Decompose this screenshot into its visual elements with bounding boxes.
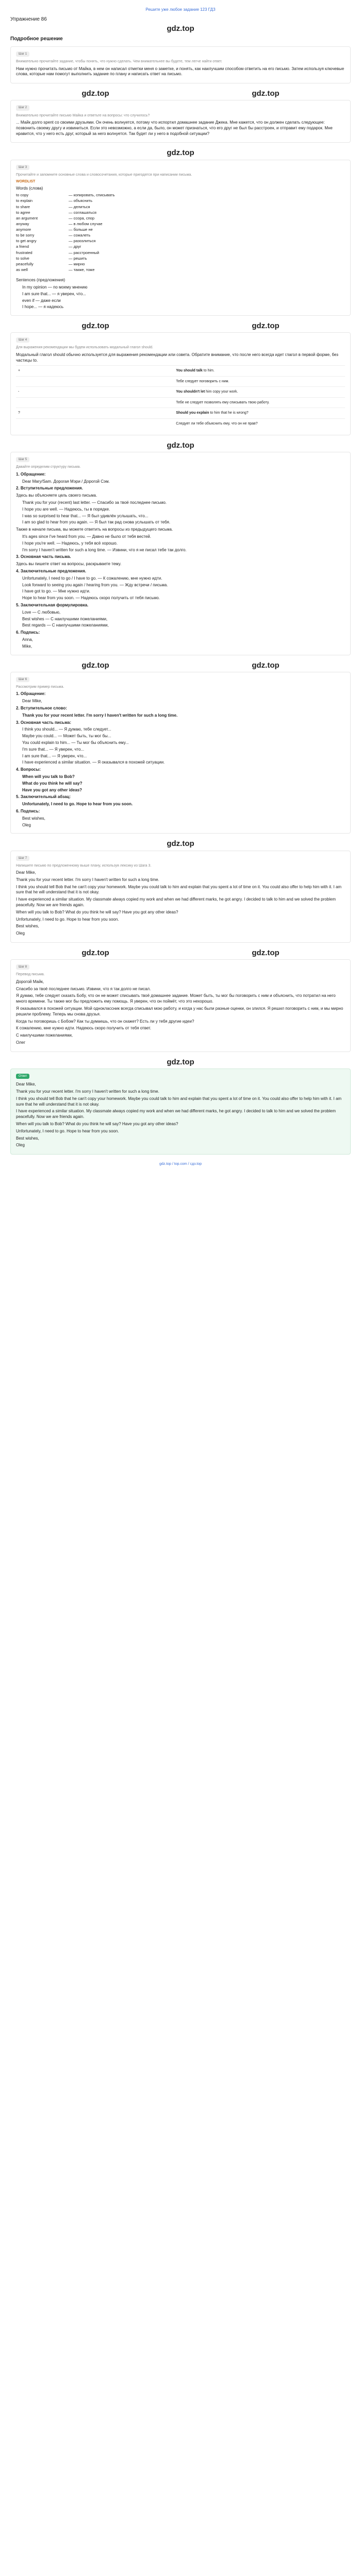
watermark: gdz.top: [252, 948, 280, 958]
step-badge: Шаг 1: [16, 52, 29, 57]
letter-paragraph: Best wishes,: [16, 924, 39, 929]
word-row: [16, 210, 345, 215]
word-ru: — объяснить: [69, 198, 92, 204]
word-ru: — в любом случае: [69, 221, 103, 226]
word-ru: — копировать, списывать: [69, 193, 115, 198]
section-heading: 5. Заключительная формулировка.: [16, 603, 89, 608]
word-row: [16, 233, 345, 238]
word-en: to be sorry: [16, 233, 35, 238]
sentences-list: [16, 285, 345, 310]
sign-line: Best wishes,: [22, 816, 45, 821]
list-item: I have got to go. — Мне нужно идти.: [22, 589, 91, 594]
word-row: [16, 256, 345, 261]
word-ru: — соглашаться: [69, 210, 96, 215]
word-en: to copy: [16, 193, 29, 198]
letter-translation: [16, 979, 345, 1046]
word-en: anyway: [16, 221, 29, 226]
step-8: [10, 959, 351, 1052]
table-row: [16, 408, 345, 418]
letter-paragraph: When will you talk to Bob? What do you think he will say? Have you got any other ideas?: [16, 909, 178, 914]
list-item: Maybe you could... — Может быть, ты мог бы...: [22, 734, 111, 739]
section-heading: 4. Вопросы:: [16, 767, 41, 772]
exercise-title: Упражнение 86: [10, 16, 47, 22]
section-heading: 5. Заключительный абзац:: [16, 794, 71, 800]
list-item: Anna,: [22, 637, 33, 642]
letter-paragraph: Dear Mike,: [16, 1082, 36, 1087]
list-item: When will you talk to Bob?: [22, 774, 75, 779]
list-item: I'm sure that... — Я уверен, что...: [22, 747, 85, 752]
word-row: [16, 205, 345, 210]
letter-paragraph: Я оказывался в похожей ситуации. Мой одноклассник всегда списывал мою работу, и когда у нас были разные оценки, он злился. Я решил поговорить с ним, и мы мирно решили проблему. Теперь мы снова друзья.: [16, 1006, 343, 1016]
word-row: [16, 227, 345, 232]
letter-paragraph: Дорогой Майк,: [16, 979, 44, 984]
letter-paragraph: I have experienced a similar situation. My classmate always copied my work and when we had different marks, he got angry. I decided to talk to him and we solved the problem peacefully. Now we are friends again.: [16, 897, 336, 908]
step-text: Модальный глагол should обычно используется для выражения рекомендации или совета. Обратите внимание, что после него всегда идет глагол в первой форме, без частицы to.: [16, 352, 338, 363]
sign-phrases: [16, 610, 345, 629]
section-heading: 3. Основная часть письма.: [16, 554, 71, 560]
step-hint: Внимательно прочитайте письмо Майка и ответьте на вопросы: что случилось?: [16, 113, 150, 117]
words-list: [16, 193, 345, 273]
section-text: Здесь вы пишете ответ на вопросы, раскрываете тему.: [16, 562, 122, 567]
closing-phrases: [16, 576, 345, 601]
list-item: Best regards — С наилучшими пожеланиями,: [22, 623, 109, 628]
section-heading: 2. Вступительные предложения.: [16, 486, 83, 491]
should-table: [16, 365, 345, 429]
letter-paragraph: Олег: [16, 1040, 26, 1045]
section-heading: 1. Обращение:: [16, 691, 46, 697]
intro-phrases: [16, 500, 345, 526]
step-6: [10, 672, 351, 834]
list-item: I am so glad to hear from you again. — Я был так рад снова услышать от тебя.: [22, 520, 171, 525]
word-en: to agree: [16, 210, 30, 215]
word-en: frustrated: [16, 250, 32, 255]
table-cell-sign: [16, 397, 174, 408]
list-item: I think you should... — Я думаю, тебе следует...: [22, 727, 111, 732]
example-rest: Следует ли тебе объяснить ему, что он не прав?: [176, 421, 258, 426]
list-item: Love — С любовью,: [22, 609, 61, 615]
watermark: gdz.top: [167, 24, 194, 33]
step-badge: Шаг 2: [16, 105, 29, 110]
step-badge: Шаг 8: [16, 964, 29, 970]
step-1: [10, 46, 351, 83]
table-cell-example: [174, 366, 345, 376]
promo-link[interactable]: Решите уже любое задание 123 ГДЗ: [145, 7, 216, 12]
word-en: to share: [16, 204, 30, 209]
sentences-title: Sentences (предложения): [16, 278, 65, 283]
step-hint: Давайте определим структуру письма.: [16, 465, 81, 469]
section-heading: 1. Обращение:: [16, 471, 46, 477]
watermark: gdz.top: [81, 89, 109, 98]
letter-paragraph: Unfortunately, I need to go. Hope to hear from you soon.: [16, 1128, 119, 1133]
answer-block: [10, 1069, 351, 1155]
greeting-line: Dear Mike,: [22, 699, 42, 704]
wordlist-label: WORDLIST: [16, 180, 36, 184]
greeting-line: Dear Mary/Sam. Дорогая Мэри / Дорогой Сэм.: [22, 479, 110, 484]
letter-paragraph: Спасибо за твоё последнее письмо. Извини, что я так долго не писал.: [16, 986, 151, 991]
table-cell-example: [174, 376, 345, 386]
table-cell-example: [174, 408, 345, 418]
table-cell-sign: +: [16, 366, 174, 376]
list-item: Look forward to seeing you again / hearing from you. — Жду встречи / письма.: [22, 582, 168, 587]
word-ru: — делиться: [69, 204, 90, 209]
table-cell-sign: ?: [16, 408, 174, 418]
table-row: [16, 397, 345, 408]
sentence-item: I hope... — я надеюсь: [22, 304, 64, 310]
sentence-item: I am sure that... — я уверен, что...: [22, 291, 86, 296]
body-phrases: [16, 727, 345, 766]
sentence-item: even if — даже если: [22, 298, 61, 303]
letter-text: [16, 870, 345, 937]
letter-paragraph: Я думаю, тебе следует сказать Бобу, что он не может списывать твоё домашнее задание. Может быть, ты мог бы поговорить с ним и объяснить, что потратил на него много времени. Ты также мог бы предложить ему помощь. Я уверен, что он поймёт, что это нехорошо.: [16, 993, 336, 1004]
table-cell-sign: -: [16, 387, 174, 397]
letter-paragraph: Oleg: [16, 1143, 25, 1148]
letter-paragraph: I think you should tell Bob that he can't copy your homework. Maybe you could talk to him and explain that you spent a lot of time on it. You could also offer to help him with it. I am sure that he will understand that it is not okay.: [16, 884, 342, 895]
step-2: [10, 100, 351, 143]
word-row: [16, 239, 345, 244]
letter-paragraph: I have experienced a similar situation. My classmate always copied my work and when we had different marks, he got angry. I decided to talk to him and we solved the problem peacefully. Now we are friends again.: [16, 1109, 336, 1120]
example-rest: Тебе не следует позволять ему списывать твою работу.: [176, 400, 270, 404]
word-ru: — друг: [69, 244, 81, 249]
word-en: to solve: [16, 256, 29, 261]
word-ru: — ссора, спор: [69, 215, 95, 221]
table-cell-sign: [16, 376, 174, 386]
table-row: [16, 366, 345, 376]
word-en: a friend: [16, 244, 29, 249]
list-item: I have experienced a similar situation. — Я оказывался в похожей ситуации.: [22, 760, 165, 765]
sentence-item: In my opinion — по моему мнению: [22, 284, 88, 290]
word-en: an argument: [16, 215, 38, 221]
word-row: [16, 216, 345, 221]
word-row: [16, 267, 345, 273]
word-en: anymore: [16, 227, 31, 232]
word-row: [16, 222, 345, 227]
closing-line: Unfortunately, I need to go. Hope to hear from you soon.: [22, 802, 133, 807]
list-item: What do you think he will say?: [22, 781, 83, 786]
word-row: [16, 198, 345, 204]
step-badge: Шаг 3: [16, 165, 29, 170]
table-cell-example: [174, 387, 345, 397]
table-row: [16, 376, 345, 386]
list-item: Hope to hear from you soon. — Надеюсь скоро получить от тебя письмо.: [22, 596, 160, 601]
page: [10, 0, 351, 1177]
list-item: I am sure that... — Я уверен, что...: [22, 753, 87, 758]
letter-paragraph: Oleg: [16, 931, 25, 936]
list-item: I was so surprised to hear that... — Я был удивлён услышать, что...: [22, 513, 149, 518]
word-en: peacefully: [16, 261, 34, 266]
watermark: gdz.top: [167, 441, 194, 450]
table-row: [16, 418, 345, 429]
question-list: [16, 774, 345, 793]
step-hint: Перевод письма.: [16, 973, 45, 977]
section-heading: 3. Основная часть письма:: [16, 720, 72, 725]
letter-paragraph: When will you talk to Bob? What do you think he will say? Have you got any other ideas?: [16, 1121, 178, 1126]
intro-line: Thank you for your recent letter. I'm sorry I haven't written for such a long time.: [22, 713, 178, 718]
words-title: Words (слова): [16, 185, 43, 191]
table-cell-example: [174, 397, 345, 408]
word-ru: — разозлиться: [69, 239, 96, 244]
example-rest: him copy your work.: [205, 390, 238, 394]
list-item: I hope you are well. — Надеюсь, ты в порядке.: [22, 506, 110, 512]
letter-paragraph: Dear Mike,: [16, 870, 36, 875]
extra-phrases: [16, 534, 345, 553]
word-ru: — расстроенный: [69, 250, 100, 255]
word-en: to explain: [16, 198, 33, 204]
table-row: [16, 387, 345, 397]
list-item: I hope you're well. — Надеюсь, у тебя всё хорошо.: [22, 540, 118, 546]
example-rest: to him.: [202, 369, 215, 373]
watermark: gdz.top: [252, 89, 280, 98]
step-badge: Шаг 5: [16, 457, 29, 462]
step-badge: Шаг 7: [16, 856, 29, 861]
word-ru: — решить: [69, 256, 87, 261]
example-rest: to him that he is wrong?: [209, 411, 249, 415]
example-bold: You should talk: [176, 369, 203, 373]
step-badge: Шаг 6: [16, 677, 29, 682]
letter-paragraph: I think you should tell Bob that he can't copy your homework. Maybe you could talk to him and explain that you spent a lot of time on it. You could also offer to help him with it. I am sure that he will understand that it is not okay.: [16, 1096, 342, 1107]
word-ru: — сожалеть: [69, 233, 91, 238]
example-bold: You shouldn't let: [176, 390, 205, 394]
list-item: Mike,: [22, 643, 32, 649]
name-line: Oleg: [22, 822, 31, 827]
example-rest: Тебе следует поговорить с ним.: [176, 379, 229, 383]
section-heading: 2. Вступительное слово:: [16, 705, 67, 710]
signature-names: [16, 637, 345, 650]
letter-paragraph: Best wishes,: [16, 1136, 39, 1141]
watermark: gdz.top: [167, 148, 194, 158]
letter-paragraph: Thank you for your recent letter. I'm sorry I haven't written for such a long time.: [16, 877, 159, 882]
step-hint: Прочитайте и запомните основные слова и словосочетания, которые пригодятся при написании письма.: [16, 173, 192, 177]
letter-paragraph: Unfortunately, I need to go. Hope to hear from you soon.: [16, 917, 119, 922]
word-ru: — мирно: [69, 261, 85, 266]
section-heading: 4. Заключительные предложения.: [16, 569, 86, 574]
solution-title: Подробное решение: [10, 36, 63, 42]
watermark: gdz.top: [167, 839, 194, 849]
example-bold: Should you explain: [176, 411, 209, 415]
watermark: gdz.top: [252, 321, 280, 331]
letter-paragraph: Thank you for your recent letter. I'm sorry I haven't written for such a long time.: [16, 1089, 159, 1094]
step-5: [10, 452, 351, 655]
watermark: gdz.top: [81, 660, 109, 670]
watermark: gdz.top: [167, 1057, 194, 1066]
table-cell-example: [174, 418, 345, 429]
step-hint: Напишите письмо по предложенному выше плану, используя лексику из Шага 3.: [16, 863, 152, 868]
list-item: I'm sorry I haven't written for such a long time. — Извини, что я не писал тебе так долго.: [22, 547, 187, 552]
list-item: Have you got any other ideas?: [22, 787, 83, 792]
watermark: gdz.top: [81, 948, 109, 958]
answer-letter: [16, 1082, 345, 1148]
letter-paragraph: Когда ты поговоришь с Бобом? Как ты думаешь, что он скажет? Есть ли у тебя другие идеи?: [16, 1019, 194, 1024]
footer-links[interactable]: gdz.top / top.com / сдз.top: [159, 1162, 202, 1166]
section-heading: 6. Подпись:: [16, 630, 40, 635]
word-en: as well: [16, 267, 28, 272]
list-item: You could explain to him... — Ты мог бы объяснить ему...: [22, 740, 129, 745]
list-item: It's ages since I've heard from you. — Давно не было от тебя вестей.: [22, 534, 151, 539]
word-row: [16, 244, 345, 249]
word-ru: — также, тоже: [69, 267, 95, 272]
step-hint: Рассмотрим пример письма.: [16, 685, 64, 689]
letter-paragraph: С наилучшими пожеланиями,: [16, 1033, 73, 1038]
watermark: gdz.top: [252, 660, 280, 670]
step-badge: Шаг 4: [16, 337, 29, 343]
list-item: Unfortunately, I need to go / I have to go. — К сожалению, мне нужно идти.: [22, 575, 162, 581]
section-text: Также в начале письма, вы можете ответить на вопросы из предыдущего письма.: [16, 527, 173, 532]
step-hint: Для выражения рекомендации мы будем использовать модальный глагол should.: [16, 346, 153, 350]
letter-paragraph: К сожалению, мне нужно идти. Надеюсь скоро получить от тебя ответ.: [16, 1026, 152, 1031]
table-cell-sign: [16, 418, 174, 429]
step-7: [10, 851, 351, 943]
step-text: Нам нужно прочитать письмо от Майка, в нем он написал отметки меня о заметке, и понять, как наилучшим способом ответить на его письмо. Затем используя ключевые слова, которые нам помогут выполнить задание по плану и написать ответ на письмо.: [16, 66, 344, 77]
section-text: Здесь вы объясняете цель своего письма.: [16, 493, 97, 498]
word-row: [16, 250, 345, 256]
word-row: [16, 193, 345, 198]
step-3: [10, 160, 351, 316]
word-en: to get angry: [16, 239, 37, 244]
step-hint: Внимательно прочитайте задание, чтобы понять, что нужно сделать. Чем внимательнее вы будете, тем легче найти ответ.: [16, 60, 222, 64]
step-text: ... Майк долго spent со своими друзьями. Он очень волнуется, потому что испортил домашнее задание Джека. Мне кажется, что он должен сделать следующее: позвонить своему другу и извиниться. Если это невозможно, а если да, было, он может признаться, что его друг не был бы расстроен, и отправит ему подарок. Мне нравится, что у него есть друг, который за него волнуется. Так будет ли у него в подобной ситуации?: [16, 120, 333, 136]
word-ru: — больше не: [69, 227, 93, 232]
watermark: gdz.top: [81, 321, 109, 331]
watermark-row: [10, 24, 351, 34]
word-row: [16, 262, 345, 267]
list-item: Best wishes — С наилучшими пожеланиями,: [22, 616, 108, 621]
section-heading: 6. Подпись:: [16, 808, 40, 814]
step-4: [10, 332, 351, 435]
answer-badge: Ответ: [16, 1074, 29, 1079]
list-item: Thank you for your (recent) last letter. — Спасибо за твоё последнее письмо.: [22, 500, 167, 505]
